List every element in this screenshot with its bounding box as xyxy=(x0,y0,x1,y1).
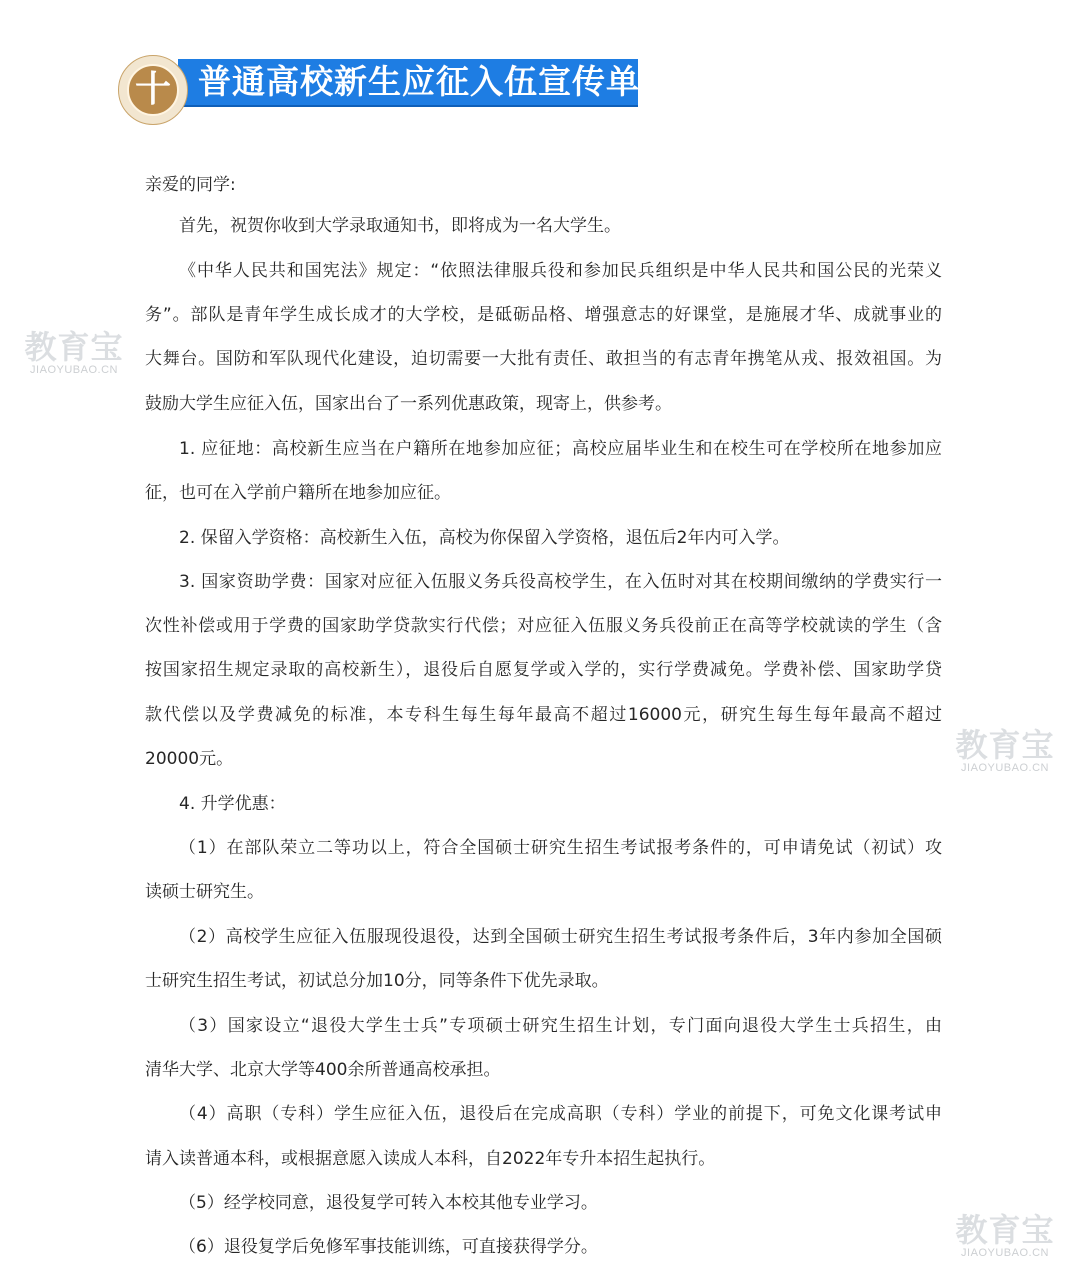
watermark-logo: 教育宝 xyxy=(955,726,1055,764)
paragraph-line: （5）经学校同意，退役复学可转入本校其他专业学习。 xyxy=(179,1193,598,1213)
greeting: 亲爱的同学: xyxy=(145,175,236,195)
paragraph-line: 清华大学、北京大学等400余所普通高校承担。 xyxy=(145,1060,501,1080)
paragraph-line: 大舞台。国防和军队现代化建设，迫切需要一大批有责任、敢担当的有志青年携笔从戎、报效祖国。为 xyxy=(145,349,942,369)
watermark-domain: JIAOYUBAO.CN xyxy=(961,762,1049,774)
page-header xyxy=(118,55,648,127)
section-badge xyxy=(118,55,188,125)
paragraph-line: 士研究生招生考试，初试总分加10分，同等条件下优先录取。 xyxy=(145,971,609,991)
paragraph-line: （6）退役复学后免修军事技能训练，可直接获得学分。 xyxy=(179,1237,598,1257)
page-title: 普通高校新生应征入伍宣传单 xyxy=(198,62,640,101)
badge-numeral: 十 xyxy=(134,69,171,110)
paragraph-line: 务”。部队是青年学生成长成才的大学校，是砥砺品格、增强意志的好课堂，是施展才华、成就事业的 xyxy=(145,305,942,325)
paragraph-line: 2. 保留入学资格：高校新生入伍，高校为你保留入学资格，退伍后2年内可入学。 xyxy=(179,528,790,548)
paragraph-line: 1. 应征地：高校新生应当在户籍所在地参加应征；高校应届毕业生和在校生可在学校所在地参加应 xyxy=(179,439,942,459)
paragraph-line: 《中华人民共和国宪法》规定：“依照法律服兵役和参加民兵组织是中华人民共和国公民的光荣义 xyxy=(179,261,942,281)
paragraph-line: 款代偿以及学费减免的标准，本专科生每生每年最高不超过16000元，研究生每生每年最高不超过 xyxy=(145,705,942,725)
paragraph-line: 20000元。 xyxy=(145,749,234,769)
paragraph-line: （1）在部队荣立二等功以上，符合全国硕士研究生招生考试报考条件的，可申请免试（初试）攻 xyxy=(179,838,942,858)
paragraph-line: 3. 国家资助学费：国家对应征入伍服义务兵役高校学生，在入伍时对其在校期间缴纳的学费实行一 xyxy=(179,572,942,592)
watermark-logo: 教育宝 xyxy=(24,328,124,366)
paragraph-line: （2）高校学生应征入伍服现役退役，达到全国硕士研究生招生考试报考条件后，3年内参加全国硕 xyxy=(179,927,942,947)
watermark-left xyxy=(14,330,134,376)
paragraph-line: 鼓励大学生应征入伍，国家出台了一系列优惠政策，现寄上，供参考。 xyxy=(145,394,672,414)
paragraph-line: 请入读普通本科，或根据意愿入读成人本科，自2022年专升本招生起执行。 xyxy=(145,1149,716,1169)
watermark-logo: 教育宝 xyxy=(955,1211,1055,1249)
paragraph-line: 首先，祝贺你收到大学录取通知书，即将成为一名大学生。 xyxy=(179,216,621,236)
watermark-domain: JIAOYUBAO.CN xyxy=(30,364,118,376)
paragraph-line: 次性补偿或用于学费的国家助学贷款实行代偿；对应征入伍服义务兵役前正在高等学校就读的学生（含 xyxy=(145,616,942,636)
badge-inner xyxy=(127,64,179,116)
paragraph-line: 读硕士研究生。 xyxy=(145,882,264,902)
paragraph-line: （4）高职（专科）学生应征入伍，退役后在完成高职（专科）学业的前提下，可免文化课考试申 xyxy=(179,1104,942,1124)
paragraph-line: （3）国家设立“退役大学生士兵”专项硕士研究生招生计划，专门面向退役大学生士兵招生，由 xyxy=(179,1016,942,1036)
paragraph-line: 按国家招生规定录取的高校新生），退役后自愿复学或入学的，实行学费减免。学费补偿、国家助学贷 xyxy=(145,660,942,680)
watermark-right-bottom xyxy=(945,1213,1065,1259)
paragraph-line: 4. 升学优惠： xyxy=(179,794,286,814)
watermark-right-middle xyxy=(945,728,1065,774)
paragraph-line: 征，也可在入学前户籍所在地参加应征。 xyxy=(145,483,451,503)
watermark-domain: JIAOYUBAO.CN xyxy=(961,1247,1049,1259)
